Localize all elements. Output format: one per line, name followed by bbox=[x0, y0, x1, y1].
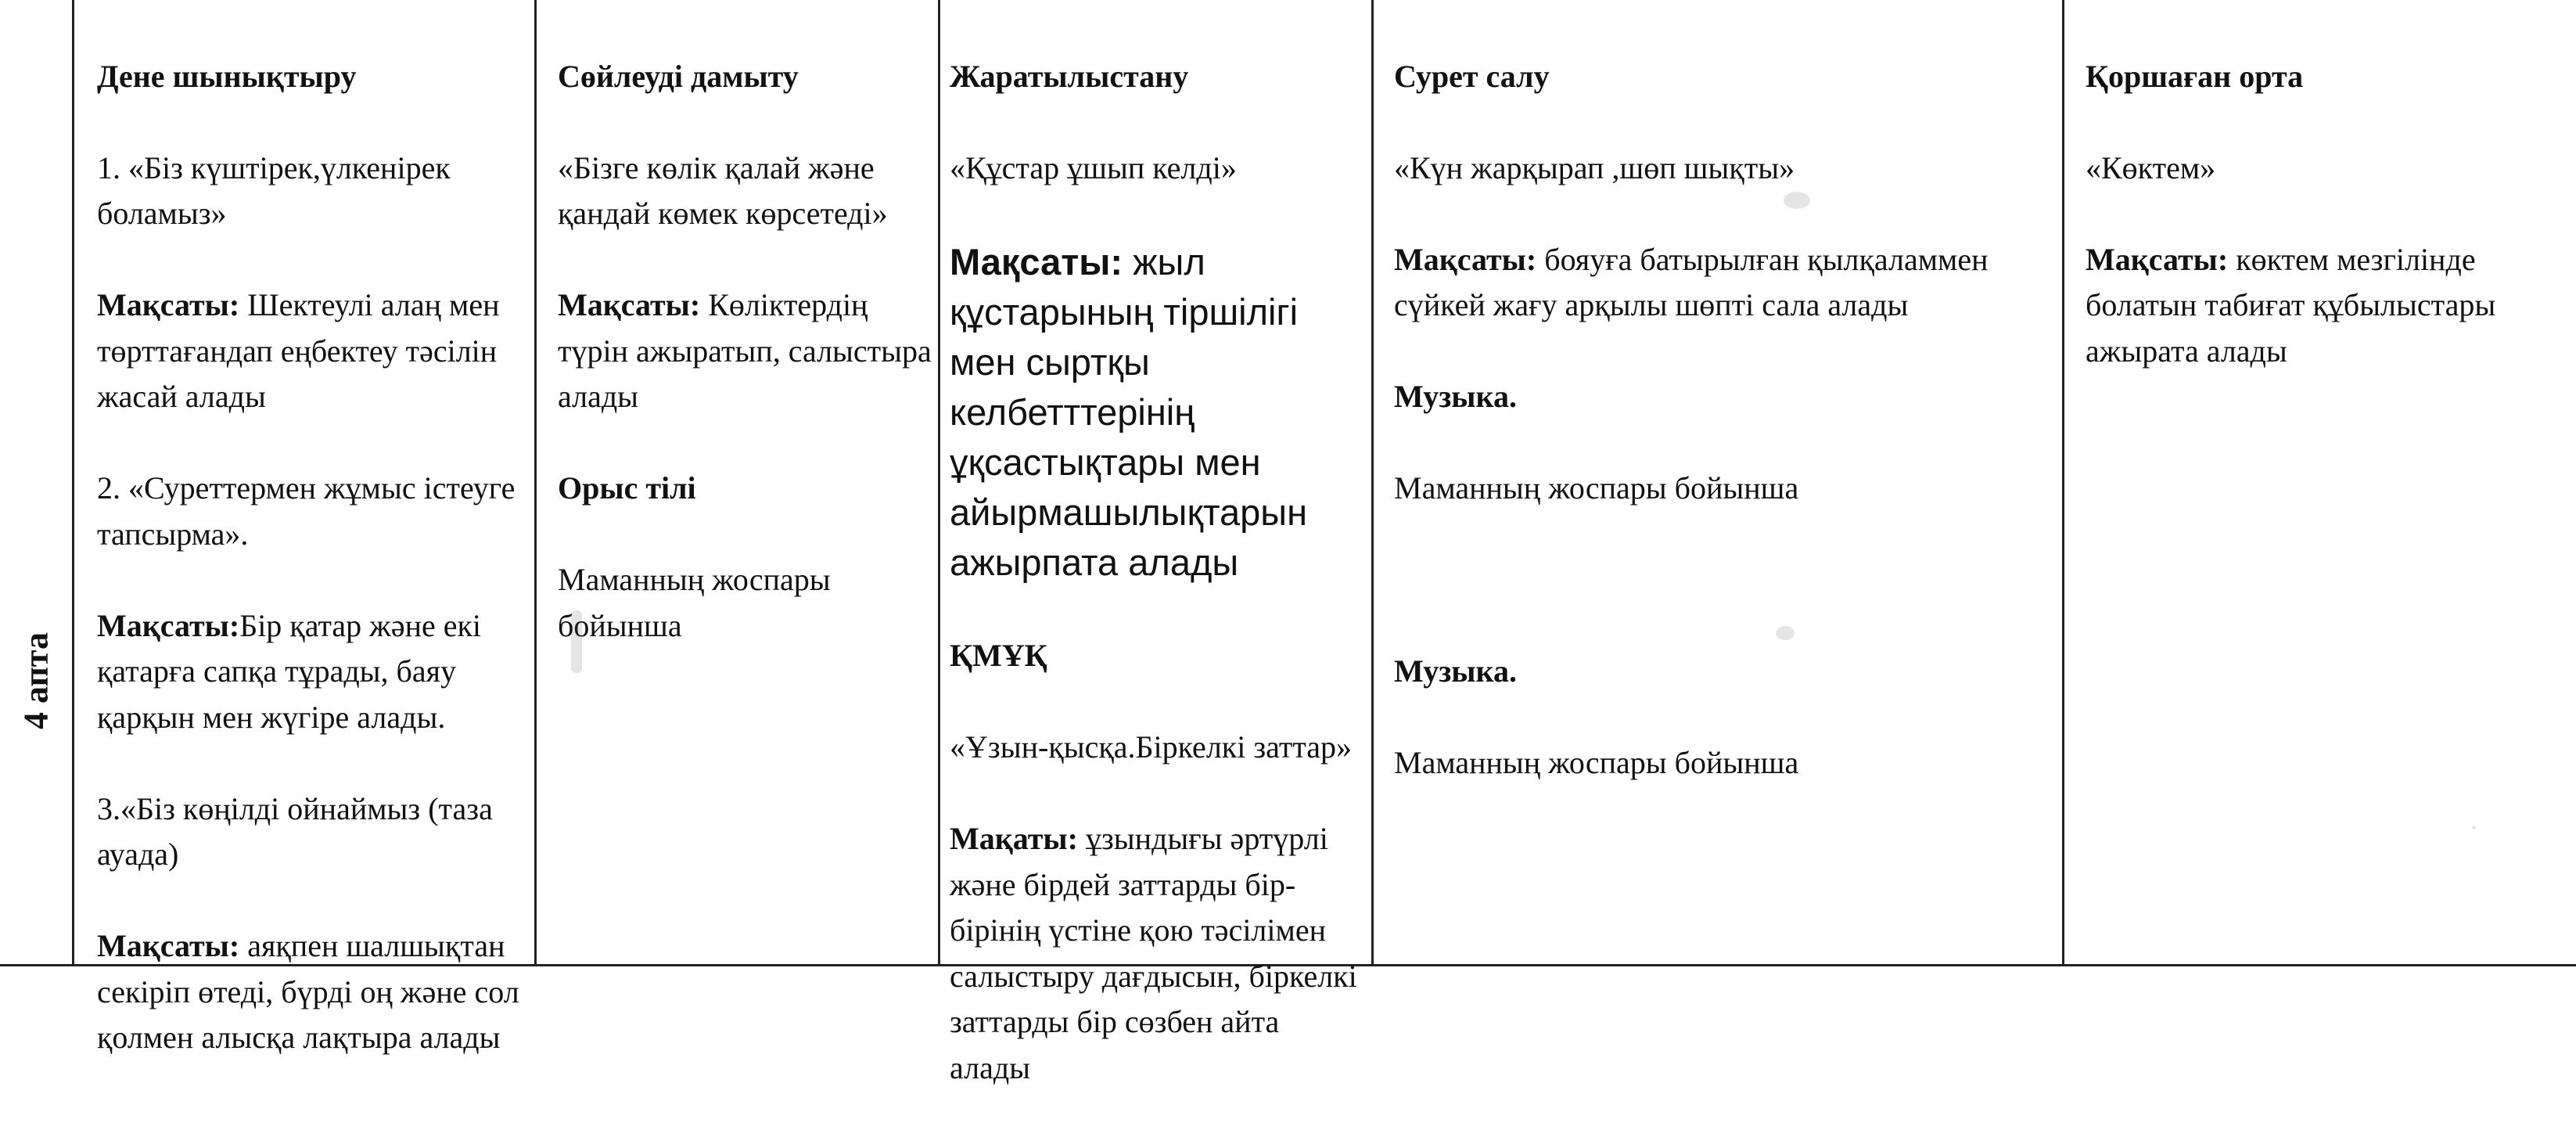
lesson-item: 2. «Суреттермен жұмыс істеуге тапсырма». bbox=[97, 470, 516, 552]
cell-physical-education bbox=[97, 8, 529, 1106]
lesson-item: Мақсаты: жыл құстарының тіршілігі мен сыртқы келбетттерінің ұқсастықтары мен айырмашылықтарын ажырпата алады bbox=[950, 240, 1308, 583]
goal-label: Мақсаты: bbox=[1394, 241, 1537, 277]
lesson-item: 3.«Біз көңілді ойнаймыз (таза ауада) bbox=[97, 790, 493, 872]
lesson-item: «Ұзын-қысқа.Біркелкі заттар» bbox=[950, 729, 1353, 765]
goal-label: Мақсаты: bbox=[950, 240, 1123, 282]
lesson-item: Маманның жоспары бойынша bbox=[558, 562, 831, 643]
column-divider bbox=[534, 0, 537, 966]
lesson-item: Мақсаты: аяқпен шалшықтан секіріп өтеді, бүрді оң және сол қолмен алысқа лақтыра алады bbox=[97, 928, 519, 1055]
column-divider bbox=[938, 0, 940, 966]
lesson-item: «Құстар ұшып келді» bbox=[950, 149, 1237, 185]
week-label-cell bbox=[0, 0, 72, 966]
column-divider bbox=[72, 0, 74, 966]
cell-drawing bbox=[1394, 8, 2051, 832]
week-label: 4 апта bbox=[16, 632, 56, 729]
lesson-item: Мақсаты: Көліктердің түрін ажыратып, салыстыра алады bbox=[558, 287, 932, 414]
lesson-item: «Бізге көлік қалай және қандай көмек көрсетеді» bbox=[558, 149, 888, 231]
goal-label: Мақсаты: bbox=[97, 928, 240, 963]
cell-heading: Сөйлеуді дамыту bbox=[558, 58, 799, 94]
lesson-item: Маманның жоспары бойынша bbox=[1394, 744, 1799, 780]
cell-speech-development bbox=[558, 8, 933, 695]
cell-natural-science bbox=[950, 8, 1366, 1137]
lesson-item: Мақсаты: Шектеулі алаң мен төрттағандап еңбектеу тәсілін жасай алады bbox=[97, 287, 500, 414]
subject-label: Музыка. bbox=[1394, 653, 1517, 689]
lesson-item: «Күн жарқырап ,шөп шықты» bbox=[1394, 149, 1795, 185]
column-divider bbox=[2062, 0, 2064, 966]
lesson-item: Мақсаты: көктем мезгілінде болатын табиғат құбылыстары ажырата алады bbox=[2086, 241, 2496, 369]
goal-label: Мақсаты: bbox=[558, 287, 701, 322]
lesson-item: Маманның жоспары бойынша bbox=[1394, 470, 1799, 506]
scan-speck bbox=[571, 610, 582, 673]
scan-speck bbox=[1784, 192, 1810, 209]
spacer bbox=[1394, 557, 2051, 603]
cell-heading: Сурет салу bbox=[1394, 58, 1550, 94]
cell-heading: Қоршаған орта bbox=[2086, 58, 2304, 94]
lesson-item bbox=[1394, 649, 2051, 695]
lesson-item: Мақаты: ұзындығы әртүрлі және бірдей заттарды бір-бірінің үстіне қою тәсілімен салыстыру дағдысын, біркелкі заттарды бір сөзбен айта алады bbox=[950, 821, 1357, 1085]
lesson-item bbox=[558, 466, 933, 512]
cell-heading: Дене шынықтыру bbox=[97, 58, 357, 94]
lesson-item: Мақсаты: бояуға батырылған қылқаламмен сүйкей жағу арқылы шөпті сала алады bbox=[1394, 241, 1989, 322]
goal-label: Мақаты: bbox=[950, 821, 1078, 856]
subject-label: Орыс тілі bbox=[558, 470, 696, 506]
lesson-item: «Көктем» bbox=[2086, 149, 2216, 185]
scan-speck bbox=[2472, 826, 2476, 829]
lesson-item: Мақсаты:Бір қатар және екі қатарға сапқа тұрады, баяу қарқын мен жүгіре алады. bbox=[97, 607, 482, 735]
lesson-item bbox=[950, 633, 1366, 679]
cell-environment bbox=[2086, 8, 2576, 420]
goal-label: Мақсаты: bbox=[97, 607, 240, 643]
scan-speck bbox=[1776, 626, 1795, 640]
column-divider bbox=[1371, 0, 1374, 966]
goal-label: Мақсаты: bbox=[97, 287, 240, 322]
subject-label: ҚМҰҚ bbox=[950, 638, 1047, 673]
lesson-item bbox=[1394, 374, 2051, 420]
goal-label: Мақсаты: bbox=[2086, 241, 2229, 277]
cell-heading: Жаратылыстану bbox=[950, 58, 1189, 94]
subject-label: Музыка. bbox=[1394, 379, 1517, 414]
lesson-item: 1. «Біз күштірек,үлкенірек боламыз» bbox=[97, 149, 451, 231]
